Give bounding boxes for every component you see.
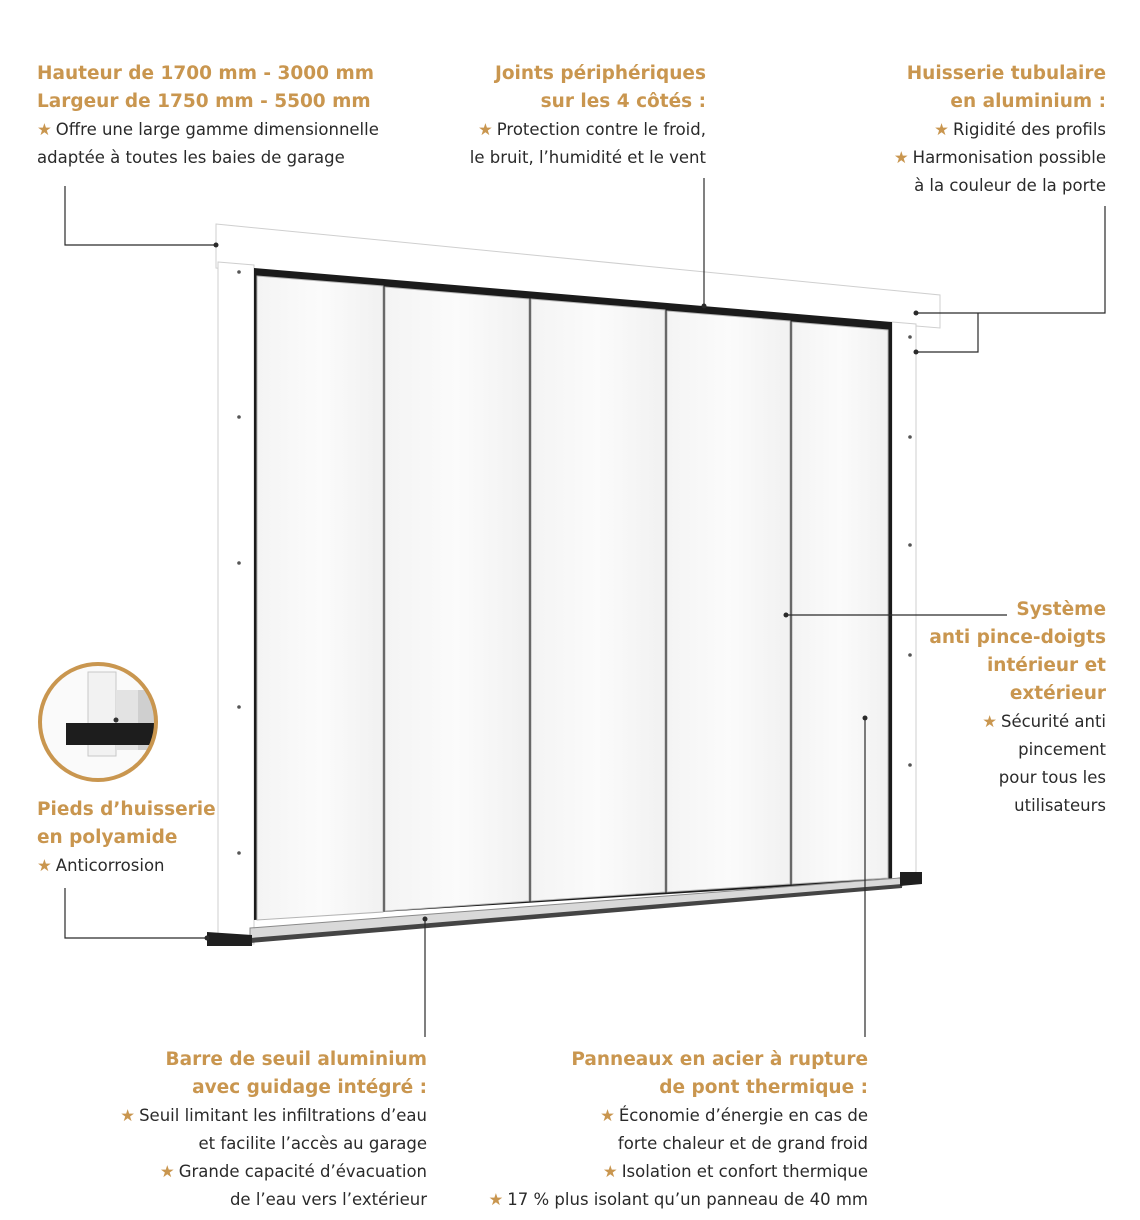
annotation-frame xyxy=(806,60,1106,200)
star-icon: ★ xyxy=(120,1106,136,1125)
annotation-bullet-line xyxy=(37,852,337,880)
annotation-title-line: Système xyxy=(1016,599,1106,620)
annotation-bullet-text: à la couleur de la porte xyxy=(914,176,1106,195)
annotation-title-line: de pont thermique : xyxy=(659,1077,868,1098)
annotation-finger-guard xyxy=(906,596,1106,820)
annotation-bullet-line xyxy=(806,144,1106,172)
annotation-bullet-line xyxy=(428,1186,868,1214)
annotation-bullet-text: Rigidité des profils xyxy=(952,120,1106,139)
star-icon: ★ xyxy=(602,1162,618,1181)
annotation-bullet-text: forte chaleur et de grand froid xyxy=(617,1134,868,1153)
annotation-bullet-text: 17 % plus isolant qu’un panneau de 40 mm xyxy=(507,1190,868,1209)
annotation-bullet-text: utilisateurs xyxy=(1014,796,1106,815)
annotation-bullet-text: adaptée à toutes les baies de garage xyxy=(37,148,345,167)
annotation-bullet-line xyxy=(906,708,1106,736)
annotation-bullet-text: Offre une large gamme dimensionnelle xyxy=(55,120,379,139)
door-panel xyxy=(531,299,665,901)
annotation-title-line: Largeur de 1750 mm - 5500 mm xyxy=(37,91,371,112)
annotation-bullet-text: le bruit, l’humidité et le vent xyxy=(469,148,706,167)
annotation-title-line: Hauteur de 1700 mm - 3000 mm xyxy=(37,63,375,84)
annotation-bullet-text: et facilite l’accès au garage xyxy=(198,1134,427,1153)
annotation-dimensions xyxy=(37,60,467,172)
feet-detail-inset xyxy=(40,660,160,790)
annotation-title-line: en polyamide xyxy=(37,827,178,848)
annotation-bullet-text: pour tous les xyxy=(998,768,1106,787)
annotation-bullet-line xyxy=(77,1186,427,1214)
star-icon: ★ xyxy=(600,1106,615,1125)
door-panel xyxy=(385,287,529,911)
star-icon: ★ xyxy=(37,120,52,139)
annotation-title-line: intérieur et xyxy=(986,655,1106,676)
annotation-bullet-text: Sécurité anti xyxy=(1000,712,1106,731)
annotation-title-line: sur les 4 côtés : xyxy=(540,91,706,112)
annotation-bullet-text: pincement xyxy=(1018,740,1106,759)
annotation-bullet-line xyxy=(77,1158,427,1186)
annotation-bullet-line xyxy=(428,1130,868,1158)
door-panel xyxy=(667,311,790,892)
annotation-threshold xyxy=(77,1046,427,1214)
annotation-bullet-line xyxy=(77,1102,427,1130)
annotation-bullet-text: Anticorrosion xyxy=(55,856,165,875)
star-icon: ★ xyxy=(934,120,949,139)
annotation-bullet-line xyxy=(406,144,706,172)
annotation-bullet-text: Isolation et confort thermique xyxy=(621,1162,868,1181)
annotation-bullet-line xyxy=(906,792,1106,820)
annotation-bullet-line xyxy=(806,116,1106,144)
annotation-bullet-text: Économie d’énergie en cas de xyxy=(618,1106,868,1125)
annotation-title-line: Joints périphériques xyxy=(494,63,706,84)
annotation-title-line: Panneaux en acier à rupture xyxy=(571,1049,868,1070)
star-icon: ★ xyxy=(982,712,997,731)
star-icon: ★ xyxy=(893,148,909,167)
star-icon: ★ xyxy=(477,120,493,139)
star-icon: ★ xyxy=(159,1162,175,1181)
annotation-bullet-text: de l’eau vers l’extérieur xyxy=(229,1190,427,1209)
annotation-bullet-line xyxy=(37,116,467,144)
annotation-title-line: anti pince-doigts xyxy=(929,627,1106,648)
annotation-bullet-text: Grande capacité d’évacuation xyxy=(178,1162,427,1181)
annotation-bullet-text: Protection contre le froid, xyxy=(496,120,706,139)
annotation-title-line: en aluminium : xyxy=(950,91,1106,112)
annotation-bullet-line xyxy=(428,1158,868,1186)
star-icon: ★ xyxy=(37,856,52,875)
annotation-bullet-line xyxy=(37,144,467,172)
annotation-seals xyxy=(406,60,706,172)
annotation-title-line: Pieds d’huisserie xyxy=(37,799,216,820)
annotation-panels xyxy=(428,1046,868,1214)
annotation-title-line: avec guidage intégré : xyxy=(192,1077,427,1098)
annotation-bullet-line xyxy=(906,764,1106,792)
annotation-bullet-line xyxy=(806,172,1106,200)
annotation-title-line: Barre de seuil aluminium xyxy=(165,1049,427,1070)
door-panel xyxy=(792,322,888,884)
annotation-bullet-line xyxy=(406,116,706,144)
star-icon: ★ xyxy=(488,1190,504,1209)
annotation-bullet-line xyxy=(428,1102,868,1130)
annotation-bullet-line xyxy=(906,736,1106,764)
annotation-bullet-text: Harmonisation possible xyxy=(912,148,1106,167)
annotation-title-line: extérieur xyxy=(1009,683,1106,704)
annotation-title-line: Huisserie tubulaire xyxy=(906,63,1106,84)
frame-foot-right xyxy=(900,872,922,886)
annotation-bullet-line xyxy=(77,1130,427,1158)
annotation-bullet-text: Seuil limitant les infiltrations d’eau xyxy=(139,1106,427,1125)
annotation-feet xyxy=(37,796,337,880)
